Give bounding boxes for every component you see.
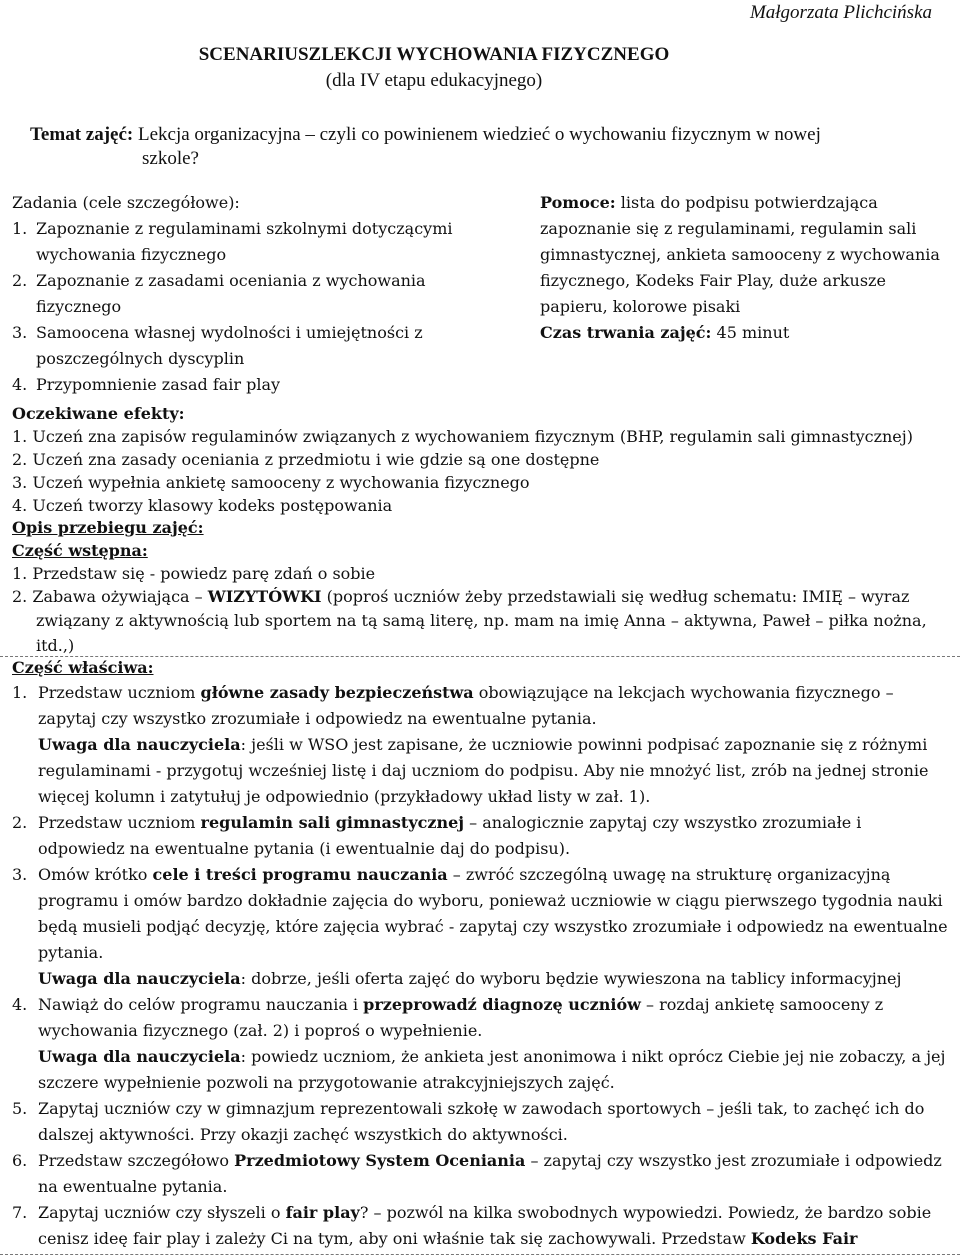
topic-text: Lekcja organizacyjna – czyli co powinienem wiedzieć o wychowaniu fizycznym w nowej	[133, 124, 821, 145]
task-text: Samoocena własnej wydolności i umiejętności z poszczególnych dyscyplin	[36, 323, 423, 368]
item-text: Przedstaw uczniom	[38, 683, 201, 702]
item-bold-text: przeprowadź diagnozę uczniów	[363, 995, 641, 1014]
main-item	[12, 1148, 952, 1200]
tasks-section	[12, 190, 512, 398]
item-bold-text: Kodeks Fair	[750, 1229, 858, 1248]
task-item	[12, 268, 512, 320]
item-bold-text: fair play	[285, 1203, 360, 1222]
intro-text: 2. Zabawa ożywiająca –	[12, 587, 208, 606]
item-text: ? – pozwól na kilka swobodnych wypowiedzi. Powiedz, że bardzo sobie cenisz ideę fair play i zależy Ci na tym, aby oni właśnie tak się zachowywali. Przedstaw	[38, 1203, 932, 1248]
main-item	[12, 862, 952, 966]
aids-section	[540, 190, 955, 346]
course-heading: Opis przebiegu zajęć:	[12, 518, 204, 537]
task-number: 1.	[12, 219, 28, 238]
document-subtitle: (dla IV etapu edukacyjnego)	[325, 70, 543, 91]
item-number: 2.	[12, 813, 28, 832]
expected-effects-section	[12, 402, 957, 517]
item-text: Zapytaj uczniów czy słyszeli o	[38, 1203, 286, 1222]
duration	[540, 320, 955, 346]
teacher-note	[12, 1044, 952, 1096]
effects-heading: Oczekiwane efekty:	[12, 404, 185, 423]
main-item	[12, 992, 952, 1044]
main-part-section	[12, 656, 952, 1252]
course-section	[12, 516, 957, 658]
note-text: : powiedz uczniom, że ankieta jest anonimowa i nikt oprócz Ciebie jej nie zobaczy, a jej szczere wypełnienie pozwoli na przygotowanie atrakcyjniejszych zajęć.	[38, 1047, 946, 1092]
page-divider	[0, 1254, 960, 1255]
item-text: obowiązujące na lekcjach wychowania fizycznego – zapytaj czy wszystko zrozumiałe i odpowiedz na ewentualne pytania.	[38, 683, 894, 728]
task-number: 3.	[12, 323, 28, 342]
intro-item	[12, 585, 957, 608]
item-number: 6.	[12, 1151, 28, 1170]
note-label: Uwaga dla nauczyciela	[38, 969, 241, 988]
teacher-note	[12, 732, 952, 810]
item-text: – analogicznie zapytaj czy wszystko zrozumiałe i odpowiedz na ewentualne pytania (i ewentualnie daj do podpisu).	[38, 813, 862, 858]
item-text: Omów krótko	[38, 865, 153, 884]
note-text: : jeśli w WSO jest zapisane, że uczniowie powinni podpisać zapoznanie się z różnymi regulaminami - przygotuj wcześniej listę i daj uczniom do podpisu. Aby nie mnożyć list, zrób na jednej stronie więcej kolumn i zatytułuj je odpowiednio (przykładowy układ listy w zał. 1).	[38, 735, 929, 806]
item-number: 4.	[12, 995, 28, 1014]
item-text: – zapytaj czy wszystko jest zrozumiałe i odpowiedz na ewentualne pytania.	[38, 1151, 942, 1196]
intro-item: 1. Przedstaw się - powiedz parę zdań o sobie	[12, 564, 376, 583]
main-item	[12, 680, 952, 732]
aids-text	[540, 190, 955, 320]
topic-label: Temat zajęć:	[30, 124, 134, 145]
aids-list: lista do podpisu potwierdzająca zapoznanie się z regulaminami, regulamin sali gimnastycznej, ankieta samooceny z wychowania fizycznego, Kodeks Fair Play, duże arkusze papieru, kolorowe pisaki	[540, 193, 940, 316]
item-number: 5.	[12, 1099, 28, 1118]
main-heading: Część właściwa:	[12, 658, 154, 677]
intro-text: (poproś uczniów żeby przedstawiali się według schematu: IMIĘ – wyraz	[321, 587, 910, 606]
teacher-note	[12, 966, 952, 992]
intro-heading: Część wstępna:	[12, 541, 148, 560]
task-number: 2.	[12, 271, 28, 290]
effect-item: 2. Uczeń zna zasady oceniania z przedmiotu i wie gdzie są one dostępne	[12, 450, 600, 469]
author-name: Małgorzata Plichcińska	[749, 2, 932, 23]
intro-bold-text: WIZYTÓWKI	[207, 587, 322, 606]
item-number: 1.	[12, 683, 28, 702]
main-item	[12, 1096, 952, 1148]
duration-label: Czas trwania zajęć:	[540, 323, 712, 342]
item-text: Przedstaw szczegółowo	[38, 1151, 235, 1170]
task-text: Zapoznanie z zasadami oceniania z wychowania fizycznego	[36, 271, 426, 316]
document-title: SCENARIUSZLEKCJI WYCHOWANIA FIZYCZNEGO	[198, 44, 670, 65]
task-number: 4.	[12, 375, 28, 394]
lesson-topic	[30, 122, 890, 148]
note-text: : dobrze, jeśli oferta zajęć do wyboru będzie wywieszona na tablicy informacyjnej	[240, 969, 902, 988]
task-item	[12, 320, 512, 372]
item-text: Zapytaj uczniów czy w gimnazjum reprezentowali szkołę w zawodach sportowych – jeśli tak, to zachęć ich do dalszej aktywności. Przy okazji zachęć wszystkich do aktywności.	[38, 1099, 925, 1144]
effect-item: 3. Uczeń wypełnia ankietę samooceny z wychowania fizycznego	[12, 473, 530, 492]
task-text: Zapoznanie z regulaminami szkolnymi dotyczącymi wychowania fizycznego	[36, 219, 453, 264]
item-bold-text: główne zasady bezpieczeństwa	[200, 683, 474, 702]
item-bold-text: cele i treści programu nauczania	[152, 865, 448, 884]
item-text: Nawiąż do celów programu nauczania i	[38, 995, 364, 1014]
tasks-heading: Zadania (cele szczegółowe):	[12, 193, 240, 212]
note-label: Uwaga dla nauczyciela	[38, 735, 241, 754]
item-text: – rozdaj ankietę samooceny z wychowania fizycznego (zał. 2) i poproś o wypełnienie.	[38, 995, 884, 1040]
main-item	[12, 810, 952, 862]
effect-item: 1. Uczeń zna zapisów regulaminów związanych z wychowaniem fizycznym (BHP, regulamin sali gimnastycznej)	[12, 427, 913, 446]
item-text: Przedstaw uczniom	[38, 813, 201, 832]
aids-label: Pomoce:	[540, 193, 616, 212]
topic-continuation: szkole?	[142, 148, 199, 169]
item-text: – zwróć szczególną uwagę na strukturę organizacyjną programu i omów bardzo dokładnie zajęcia do wyboru, ponieważ uczniowie w ciągu pierwszego tygodnia nauki będą musieli podjąć decyzję, które zajęcia wybrać - zapytaj czy wszystko zrozumiałe i odpowiedz na ewentualne pytania.	[38, 865, 948, 962]
task-item	[12, 372, 512, 398]
task-item	[12, 216, 512, 268]
item-bold-text: regulamin sali gimnastycznej	[200, 813, 465, 832]
effect-item: 4. Uczeń tworzy klasowy kodeks postępowania	[12, 496, 393, 515]
task-text: Przypomnienie zasad fair play	[36, 375, 281, 394]
intro-item-continuation: związany z aktywnością lub sportem na tą samą literę, np. mam na imię Anna – aktywna, Paweł – piłka nożna, itd.,)	[36, 611, 927, 655]
item-number: 7.	[12, 1203, 28, 1222]
duration-value: 45 minut	[711, 323, 790, 342]
item-bold-text: Przedmiotowy System Oceniania	[234, 1151, 526, 1170]
main-item	[12, 1200, 952, 1252]
note-label: Uwaga dla nauczyciela	[38, 1047, 241, 1066]
item-number: 3.	[12, 865, 28, 884]
